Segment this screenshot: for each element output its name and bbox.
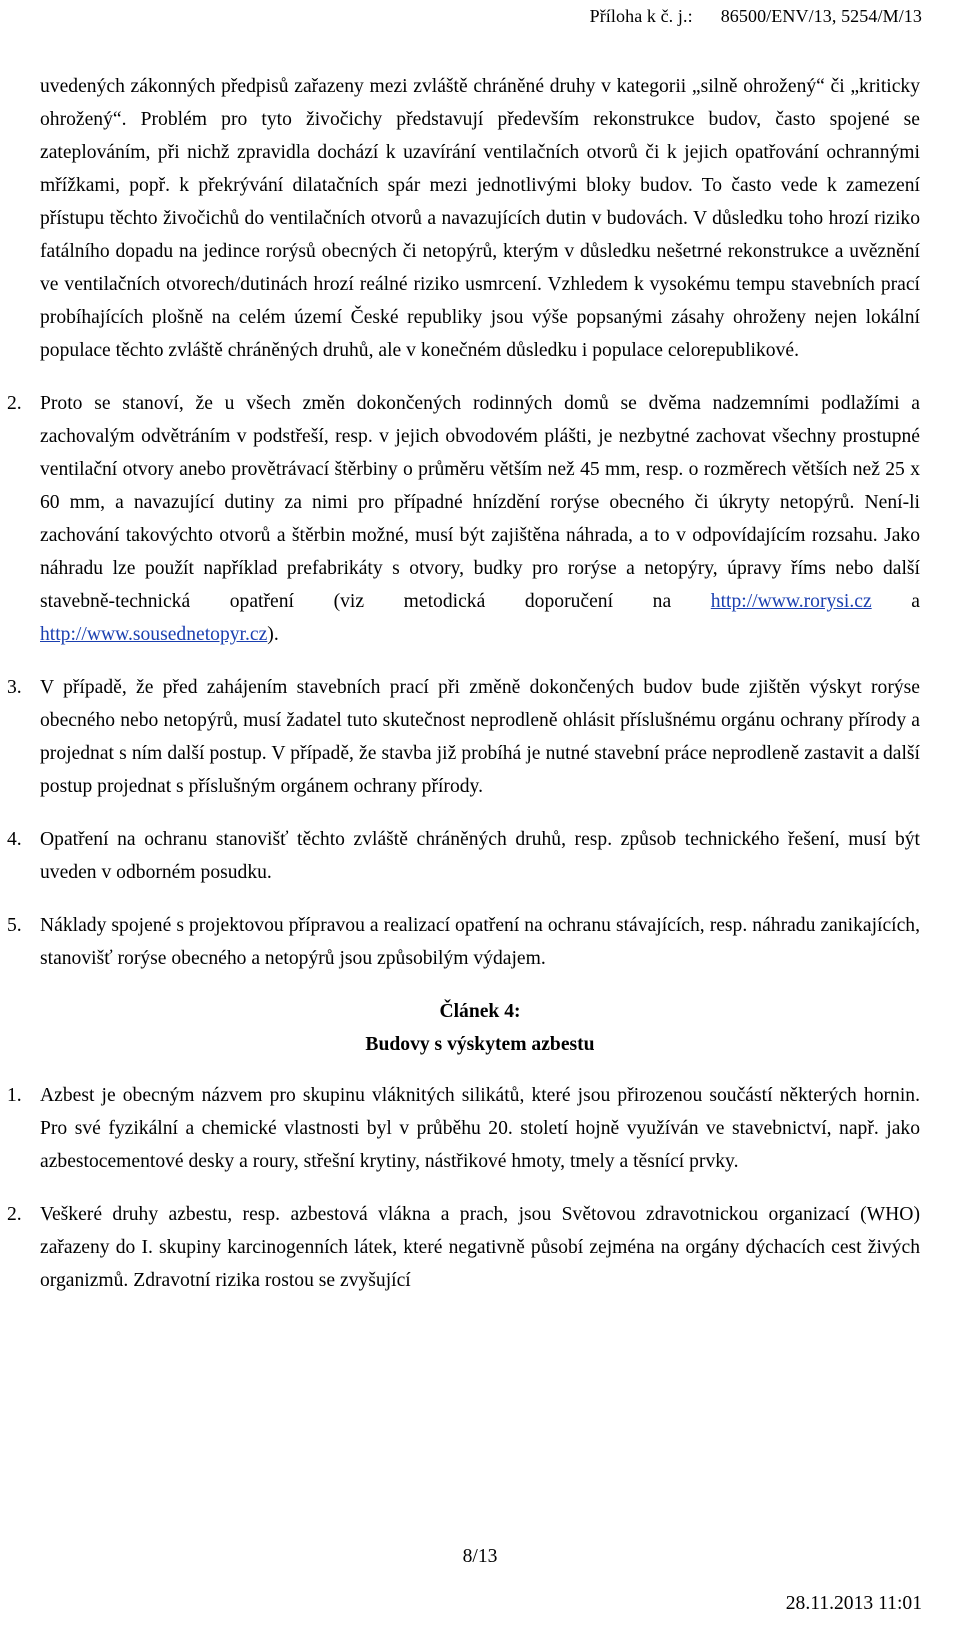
item-number: 1. <box>7 1085 22 1106</box>
page-header <box>590 6 922 27</box>
item-text: V případě, že před zahájením stavebních prací při změně dokončených budov bude zjištěn výskyt rorýse obecného nebo netopýrů, musí žadatel tuto skutečnost neprodleně ohlásit příslušnému orgánu ochrany přírody a projednat s ním další postup. V případě, že stavba již probíhá je nutné stavební práce neprodleně zastavit a další postup projednat s příslušným orgánem ochrany přírody. <box>40 677 920 797</box>
item-text-end: ). <box>267 624 279 645</box>
list-item <box>7 909 920 975</box>
header-label: Příloha k č. j.: <box>589 6 693 26</box>
list-item <box>7 823 920 889</box>
item-text: Opatření na ochranu stanovišť těchto zvláště chráněných druhů, resp. způsob technického řešení, musí být uveden v odborném posudku. <box>40 829 920 883</box>
item-text: Veškeré druhy azbestu, resp. azbestová vlákna a prach, jsou Světovou zdravotnickou organizací (WHO) zařazeny do I. skupiny karcinogenních látek, které negativně působí zejména na orgány dýchacích cest živých organizmů. Zdravotní rizika rostou se zvyšující <box>40 1204 920 1291</box>
footer-date: 28.11.2013 11:01 <box>785 1593 922 1614</box>
list-item <box>7 1079 920 1178</box>
document-body <box>7 70 920 1317</box>
item-text-main: Proto se stanoví, že u všech změn dokončených rodinných domů se dvěma nadzemními podlažími a zachovalým odvětráním v podstřeší, resp. v jejich obvodovém plášti, je nezbytné zachovat všechny prostupné ventilační otvory anebo provětrávací štěrbiny o průměru větším než 45 mm, resp. o rozměrech větších než 25 x 60 mm, a navazující dutiny za nimi pro případné hnízdění rorýse obecného či úkryty netopýrů. Není-li zachování takovýchto otvorů a štěrbin možné, musí být zajištěna náhrada, a to v odpovídajícím rozsahu. Jako náhradu lze použít například prefabrikáty s otvory, budky pro rorýse a netopýry, úpravy říms nebo další stavebně-technická opatření (viz metodická doporučení na <box>40 393 920 612</box>
list-item <box>7 671 920 803</box>
item-number: 2. <box>7 1204 22 1225</box>
page-number: 8/13 <box>462 1546 498 1567</box>
section-title: Článek 4: <box>439 1001 521 1022</box>
rorysi-link[interactable]: http://www.rorysi.cz <box>710 591 872 612</box>
section-heading <box>40 995 920 1061</box>
continued-paragraph: uvedených zákonných předpisů zařazeny mezi zvláště chráněné druhy v kategorii „silně ohrožený“ či „kriticky ohrožený“. Problém pro tyto živočichy představují především rekonstrukce budov, často spojené se zateplováním, při nichž zpravidla dochází k uzavírání ventilačních otvorů či k jejich opatřování ochrannými mřížkami, popř. k překrývání dilatačních spár mezi jednotlivými bloky budov. To často vede k zamezení přístupu těchto živočichů do ventilačních otvorů a navazujících dutin v budovách. V důsledku toho hrozí riziko fatálního dopadu na jedince rorýsů obecných či netopýrů, kterým v důsledku nešetrné rekonstrukce a uvěznění ve ventilačních otvorech/dutinách hrozí reálné riziko usmrcení. Vzhledem k vysokému tempu stavebních prací probíhajících plošně na celém území České republiky jsou výše popsanými zásahy ohroženy nejen lokální populace těchto zvláště chráněných druhů, ale v konečném důsledku i populace celorepublikové. <box>40 76 920 361</box>
item-text <box>40 387 920 651</box>
list-item <box>7 1198 920 1297</box>
item-text-connector: a <box>871 591 920 612</box>
list-item <box>7 387 920 651</box>
item-number: 2. <box>7 393 22 414</box>
item-number: 3. <box>7 677 22 698</box>
section-subtitle: Budovy s výskytem azbestu <box>365 1034 595 1055</box>
item-text: Náklady spojené s projektovou přípravou a realizací opatření na ochranu stávajících, resp. náhradu zanikajících, stanovišť rorýse obecného a netopýrů jsou způsobilým výdajem. <box>40 915 920 969</box>
sousednetopyr-link[interactable]: http://www.sousednetopyr.cz <box>40 624 268 645</box>
item-text: Azbest je obecným názvem pro skupinu vláknitých silikátů, které jsou přirozenou součástí některých hornin. Pro své fyzikální a chemické vlastnosti byl v průběhu 20. století hojně využíván ve stavebnictví, např. jako azbestocementové desky a roury, střešní krytiny, nástřikové hmoty, tmely a těsnící prvky. <box>40 1085 920 1172</box>
item-number: 5. <box>7 915 22 936</box>
item-number: 4. <box>7 829 22 850</box>
header-reference: 86500/ENV/13, 5254/M/13 <box>720 6 922 26</box>
